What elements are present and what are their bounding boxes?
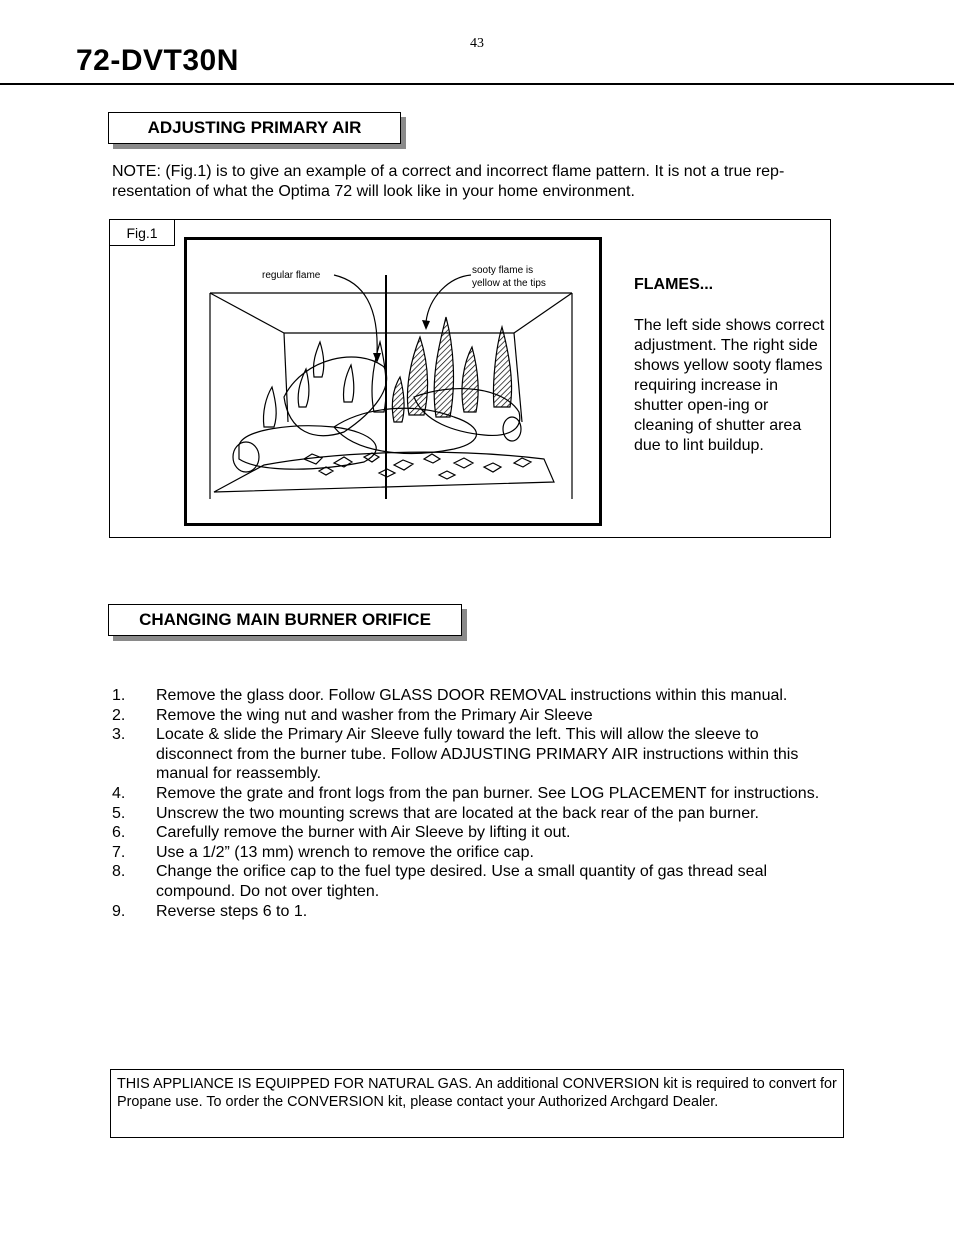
list-item	[112, 862, 832, 901]
steps-list	[112, 686, 832, 921]
step-number: 3.	[112, 726, 126, 744]
section-heading-changing-main-burner-orifice	[108, 604, 462, 636]
step-text: Remove the grate and front logs from the pan burner. See LOG PLACEMENT for instructions.	[156, 784, 820, 802]
step-text: Reverse steps 6 to 1.	[156, 902, 308, 920]
figure-label: Fig.1	[109, 219, 175, 246]
annotation-sooty-flame-line2: yellow at the tips	[472, 278, 546, 289]
list-item	[112, 843, 832, 863]
annotation-sooty-flame-line1: sooty flame is	[472, 265, 534, 276]
step-text: Use a 1/2” (13 mm) wrench to remove the orifice cap.	[156, 843, 534, 861]
step-text: Remove the wing nut and washer from the Primary Air Sleeve	[156, 706, 593, 724]
step-text: Carefully remove the burner with Air Sleeve by lifting it out.	[156, 824, 571, 842]
step-number: 5.	[112, 804, 126, 822]
step-number: 8.	[112, 863, 126, 881]
list-item	[112, 784, 832, 804]
step-number: 1.	[112, 687, 126, 704]
flames-description: The left side shows correct adjustment. The right side shows yellow sooty flames requiring increase in shutter open-ing or cleaning of shutter area due to lint buildup.	[634, 317, 825, 454]
step-number: 2.	[112, 706, 126, 724]
step-text: Unscrew the two mounting screws that are located at the back rear of the pan burner.	[156, 804, 759, 822]
model-title: 72-DVT30N	[76, 44, 239, 77]
step-number: 6.	[112, 824, 126, 842]
note-paragraph: NOTE: (Fig.1) is to give an example of a correct and incorrect flame pattern. It is not a true rep-resentation of what the Optima 72 will look like in your home environment.	[112, 163, 785, 200]
step-number: 9.	[112, 902, 126, 920]
list-item	[112, 686, 832, 706]
step-text: Change the orifice cap to the fuel type desired. Use a small quantity of gas thread seal compound. Do not over tighten.	[156, 863, 768, 900]
list-item	[112, 706, 832, 726]
section-heading-label: CHANGING MAIN BURNER ORIFICE	[139, 610, 431, 629]
section-heading-adjusting-primary-air	[108, 112, 401, 144]
step-text: Remove the glass door. Follow GLASS DOOR REMOVAL instructions within this manual.	[156, 687, 788, 704]
list-item	[112, 902, 832, 922]
header-rule	[0, 83, 954, 85]
step-number: 4.	[112, 784, 126, 802]
list-item	[112, 804, 832, 824]
step-text: Locate & slide the Primary Air Sleeve fully toward the left. This will allow the sleeve to disconnect from the burner tube. Follow ADJUSTING PRIMARY AIR instructions within this manual for reassembly.	[156, 726, 799, 783]
list-item	[112, 725, 832, 784]
page-number: 43	[470, 36, 484, 51]
list-item	[112, 823, 832, 843]
conversion-notice-box: THIS APPLIANCE IS EQUIPPED FOR NATURAL GAS. An additional CONVERSION kit is required to convert for Propane use. To order the CONVERSION kit, please contact your Authorized Archgard Dealer.	[110, 1069, 844, 1138]
annotation-regular-flame: regular flame	[262, 270, 321, 281]
section-heading-label: ADJUSTING PRIMARY AIR	[147, 118, 362, 137]
flame-pattern-illustration	[184, 237, 602, 526]
step-number: 7.	[112, 843, 126, 861]
flames-heading: FLAMES...	[634, 276, 714, 293]
